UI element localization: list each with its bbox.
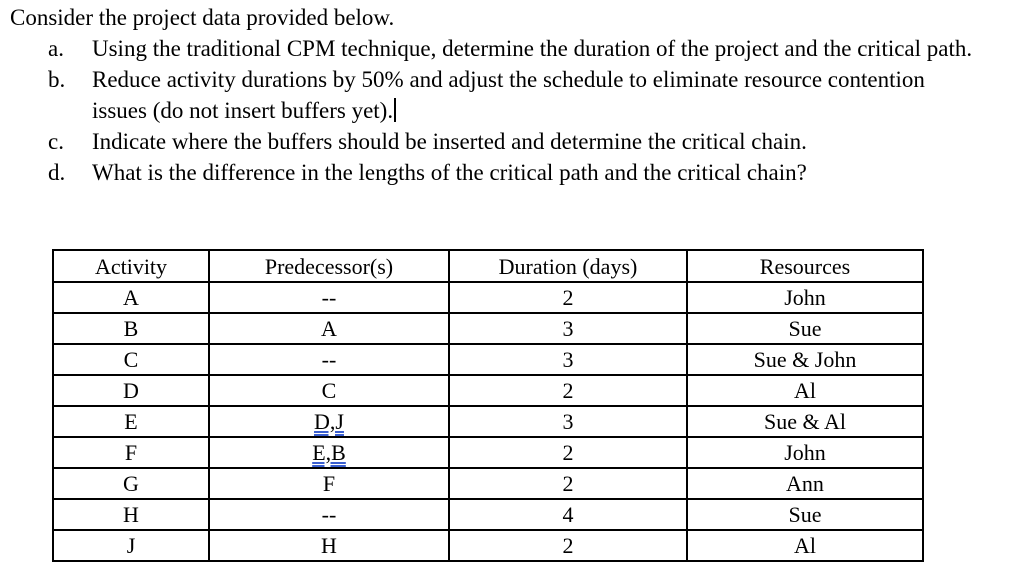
question-text: Using the traditional CPM technique, determine the duration of the project and the critical path. [92, 36, 973, 61]
predecessor-cell: -- [209, 282, 449, 313]
problem-intro: Consider the project data provided below. [10, 5, 395, 30]
column-header-duration: Duration (days) [449, 250, 687, 282]
resources-cell: Al [687, 375, 923, 406]
resources-cell: John [687, 282, 923, 313]
resources-cell: Sue & John [687, 344, 923, 375]
duration-cell: 4 [449, 499, 687, 530]
table-row [53, 375, 923, 406]
activity-cell: J [53, 530, 209, 561]
table-row [53, 344, 923, 375]
resources-cell: Sue [687, 313, 923, 344]
question-c [48, 126, 978, 157]
text-cursor [394, 98, 396, 122]
question-label: a. [48, 36, 64, 61]
question-d [48, 157, 978, 188]
question-list [48, 33, 978, 188]
question-text: What is the difference in the lengths of the critical path and the critical chain? [92, 160, 807, 185]
table-row [53, 406, 923, 437]
duration-cell: 2 [449, 468, 687, 499]
table-row [53, 499, 923, 530]
activity-cell: D [53, 375, 209, 406]
duration-cell: 3 [449, 344, 687, 375]
duration-cell: 2 [449, 530, 687, 561]
predecessor-cell: F [209, 468, 449, 499]
predecessor-cell: C [209, 375, 449, 406]
column-header-resources: Resources [687, 250, 923, 282]
question-text: Indicate where the buffers should be inserted and determine the critical chain. [92, 129, 807, 154]
table-header-row [53, 250, 923, 282]
question-b [48, 64, 978, 126]
predecessor-cell: D,J [314, 409, 344, 434]
resources-cell: Sue [687, 499, 923, 530]
activity-cell: F [53, 437, 209, 468]
duration-cell: 2 [449, 282, 687, 313]
activity-cell: A [53, 282, 209, 313]
activity-cell: G [53, 468, 209, 499]
resources-cell: Al [687, 530, 923, 561]
column-header-activity: Activity [53, 250, 209, 282]
question-label: d. [48, 160, 66, 185]
question-a [48, 33, 978, 64]
duration-cell: 3 [449, 313, 687, 344]
resources-cell: Sue & Al [687, 406, 923, 437]
resources-cell: John [687, 437, 923, 468]
question-label: b. [48, 67, 66, 92]
column-header-predecessors: Predecessor(s) [209, 250, 449, 282]
activity-cell: C [53, 344, 209, 375]
question-text: Reduce activity durations by 50% and adjust the schedule to eliminate resource contention issues (do not insert buffers yet). [92, 67, 925, 123]
predecessor-cell: -- [209, 499, 449, 530]
activity-cell: H [53, 499, 209, 530]
project-data-table [52, 249, 924, 562]
table-row [53, 437, 923, 468]
table-row [53, 468, 923, 499]
predecessor-cell: E,B [312, 440, 346, 465]
table-row [53, 282, 923, 313]
duration-cell: 2 [449, 437, 687, 468]
question-label: c. [48, 129, 64, 154]
predecessor-cell: -- [209, 344, 449, 375]
resources-cell: Ann [687, 468, 923, 499]
predecessor-cell: A [209, 313, 449, 344]
table-row [53, 530, 923, 561]
activity-cell: B [53, 313, 209, 344]
duration-cell: 2 [449, 375, 687, 406]
table-row [53, 313, 923, 344]
activity-cell: E [53, 406, 209, 437]
predecessor-cell: H [209, 530, 449, 561]
duration-cell: 3 [449, 406, 687, 437]
